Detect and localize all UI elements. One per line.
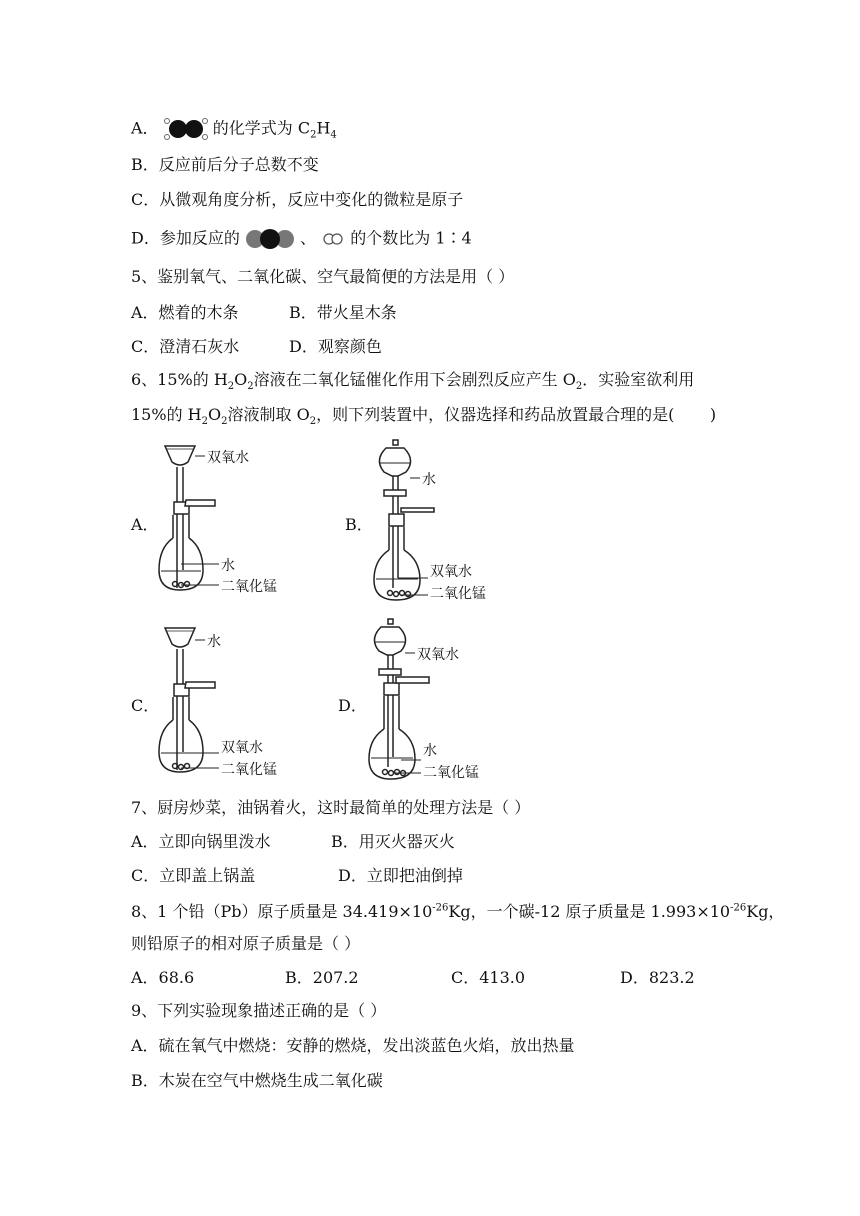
apparatus-a [155, 438, 295, 607]
apparatus-c-bottom-label: 二氧化锰 [221, 762, 277, 778]
apparatus-d-top-label: 双氧水 [417, 647, 459, 663]
q6-option-a-letter: A． [131, 515, 159, 534]
q5-option-b: B．带火星木条 [289, 303, 397, 322]
q6-option-b-letter: B． [345, 515, 373, 534]
q8-stem-line1: 8、1 个铅（Pb）原子质量是 $34.419\times 10^{-26}Kg$，一个碳-12 原子质量是 $1.993\times 10^{-26}Kg$， [131, 902, 785, 921]
q8-option-b: B．207.2 [285, 968, 359, 987]
q7-option-d: D．立即把油倒掉 [338, 866, 463, 885]
apparatus-d-mid-label: 水 [423, 743, 437, 759]
q4-option-a: A． 的化学式为 $C_2H_4$ [131, 118, 337, 141]
q8-option-a: A．68.6 [131, 968, 195, 987]
q5-option-a: A．燃着的木条 [131, 303, 239, 322]
apparatus-d [365, 617, 515, 791]
q4-option-b: B．反应前后分子总数不变 [131, 155, 319, 174]
q5-option-d: D．观察颜色 [289, 337, 382, 356]
q8-option-c: C．413.0 [451, 968, 526, 987]
q5-option-c: C．澄清石灰水 [131, 337, 240, 356]
q7-stem: 7、厨房炒菜，油锅着火，这时最简单的处理方法是（ ） [131, 798, 531, 817]
ethylene-molecule-icon [164, 117, 208, 141]
apparatus-c-top-label: 水 [207, 634, 221, 650]
q9-stem: 9、下列实验现象描述正确的是（ ） [131, 1001, 387, 1020]
q4-option-d: D．参加反应的 、 的个数比为 1∶4 [131, 228, 472, 250]
apparatus-b [370, 438, 520, 612]
q7-option-c: C．立即盖上锅盖 [131, 866, 256, 885]
hydrogen-molecule-icon [321, 232, 345, 246]
apparatus-c-mid-label: 双氧水 [221, 740, 263, 756]
co2-molecule-icon [245, 228, 295, 250]
q4-option-c: C．从微观角度分析，反应中变化的微粒是原子 [131, 190, 464, 209]
q9-option-a: A．硫在氧气中燃烧：安静的燃烧，发出淡蓝色火焰，放出热量 [131, 1036, 575, 1055]
apparatus-b-bottom-label: 二氧化锰 [430, 586, 486, 602]
q8-option-d: D．823.2 [620, 968, 695, 987]
q6-option-c-letter: C． [131, 696, 160, 715]
apparatus-b-mid-label: 双氧水 [430, 564, 472, 580]
q7-option-a: A．立即向锅里泼水 [131, 832, 271, 851]
apparatus-b-top-label: 水 [422, 472, 436, 488]
apparatus-a-top-label: 双氧水 [207, 450, 249, 466]
apparatus-c [155, 620, 295, 789]
q5-stem: 5、鉴别氧气、二氧化碳、空气最简便的方法是用（ ） [131, 267, 515, 286]
q9-option-b: B．木炭在空气中燃烧生成二氧化碳 [131, 1071, 383, 1090]
q6-stem-line2: 15%的 $H_2O_2$溶液制取 $O_2$，则下列装置中，仪器选择和药品放置最合理的是( ) [131, 405, 717, 428]
q6-stem-line1: 6、15%的 $H_2O_2$溶液在二氧化锰催化作用下会剧烈反应产生 $O_2$．实验室欲利用 [131, 370, 695, 393]
q8-stem-line2: 则铅原子的相对原子质量是（ ） [131, 934, 361, 953]
q6-option-d-letter: D． [338, 696, 367, 715]
apparatus-a-bottom-label: 二氧化锰 [221, 579, 277, 595]
apparatus-a-mid-label: 水 [221, 558, 235, 574]
apparatus-d-bottom-label: 二氧化锰 [423, 765, 479, 781]
q7-option-b: B．用灭火器灭火 [331, 832, 455, 851]
